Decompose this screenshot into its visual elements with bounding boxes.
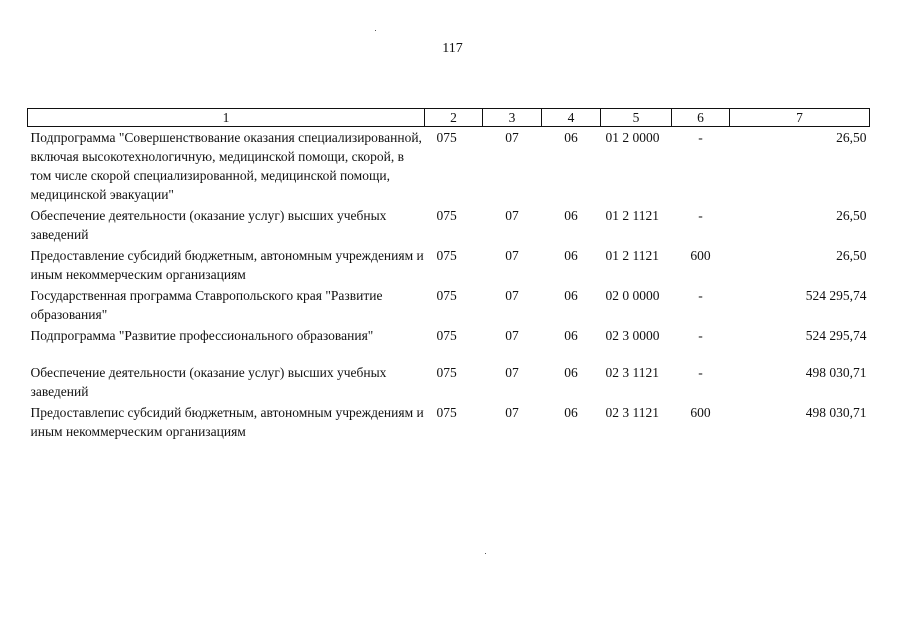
- row-ved: 075: [436, 405, 457, 420]
- page-number: 117: [442, 41, 463, 56]
- scan-speck: [375, 30, 376, 31]
- row-pr: 06: [564, 405, 578, 420]
- row-vr: -: [698, 288, 703, 303]
- table-row: [28, 403, 870, 443]
- budget-table: [27, 108, 870, 443]
- header-col-3: 3: [483, 109, 542, 127]
- row-rz: 07: [505, 328, 519, 343]
- row-csr: 02 3 1121: [605, 365, 659, 380]
- row-csr: 02 3 1121: [605, 405, 659, 420]
- row-csr: 02 0 0000: [605, 288, 660, 303]
- row-csr: 01 2 1121: [605, 208, 659, 223]
- row-vr: -: [698, 328, 703, 343]
- row-sum: 498 030,71: [805, 405, 867, 420]
- row-pr: 06: [564, 248, 578, 263]
- row-name: Предоставлепис субсидий бюджетным, автономным учреждениям и иным некоммерческим организациям: [30, 405, 424, 439]
- table-row: [28, 127, 870, 207]
- row-csr: 01 2 0000: [605, 130, 660, 145]
- row-rz: 07: [505, 365, 519, 380]
- row-pr: 06: [564, 130, 578, 145]
- row-pr: 06: [564, 365, 578, 380]
- row-ved: 075: [436, 328, 457, 343]
- row-name: Предоставление субсидий бюджетным, автономным учреждениям и иным некоммерческим организациям: [30, 248, 424, 282]
- row-ved: 075: [436, 288, 457, 303]
- row-rz: 07: [505, 130, 519, 145]
- row-name: Обеспечение деятельности (оказание услуг) высших учебных заведений: [30, 208, 387, 242]
- header-col-4: 4: [542, 109, 601, 127]
- table-header-row: [28, 109, 870, 127]
- header-col-2: 2: [425, 109, 483, 127]
- row-sum: 26,50: [836, 248, 867, 263]
- header-col-1: 1: [28, 109, 425, 127]
- row-sum: 524 295,74: [805, 288, 867, 303]
- row-ved: 075: [436, 130, 457, 145]
- row-sum: 26,50: [836, 130, 867, 145]
- row-vr: 600: [690, 248, 711, 263]
- row-pr: 06: [564, 288, 578, 303]
- row-name: Обеспечение деятельности (оказание услуг) высших учебных заведений: [30, 365, 387, 399]
- table-row: [28, 246, 870, 286]
- row-name: Подпрограмма "Совершенствование оказания специализированной, включая высокотехнологичную, медицинской помощи, скорой, в том числе скорой специализированной, медицинской помощи, медицинской эвакуации": [30, 130, 422, 202]
- row-name: Государственная программа Ставропольского края "Развитие образования": [30, 288, 383, 322]
- table-row: [28, 363, 870, 403]
- header-col-5: 5: [601, 109, 672, 127]
- row-vr: 600: [690, 405, 711, 420]
- row-vr: -: [698, 365, 703, 380]
- header-col-6: 6: [672, 109, 730, 127]
- row-csr: 01 2 1121: [605, 248, 659, 263]
- row-rz: 07: [505, 248, 519, 263]
- table-row: [28, 326, 870, 363]
- header-col-7: 7: [730, 109, 870, 127]
- row-vr: -: [698, 208, 703, 223]
- row-csr: 02 3 0000: [605, 328, 660, 343]
- row-ved: 075: [436, 208, 457, 223]
- row-rz: 07: [505, 288, 519, 303]
- table-row: [28, 206, 870, 246]
- row-name: Подпрограмма "Развитие профессионального образования": [30, 328, 374, 343]
- table-row: [28, 286, 870, 326]
- row-sum: 498 030,71: [805, 365, 867, 380]
- row-rz: 07: [505, 405, 519, 420]
- row-ved: 075: [436, 248, 457, 263]
- row-pr: 06: [564, 328, 578, 343]
- row-rz: 07: [505, 208, 519, 223]
- row-sum: 524 295,74: [805, 328, 867, 343]
- scan-speck: [485, 553, 486, 554]
- row-sum: 26,50: [836, 208, 867, 223]
- row-ved: 075: [436, 365, 457, 380]
- row-vr: -: [698, 130, 703, 145]
- row-pr: 06: [564, 208, 578, 223]
